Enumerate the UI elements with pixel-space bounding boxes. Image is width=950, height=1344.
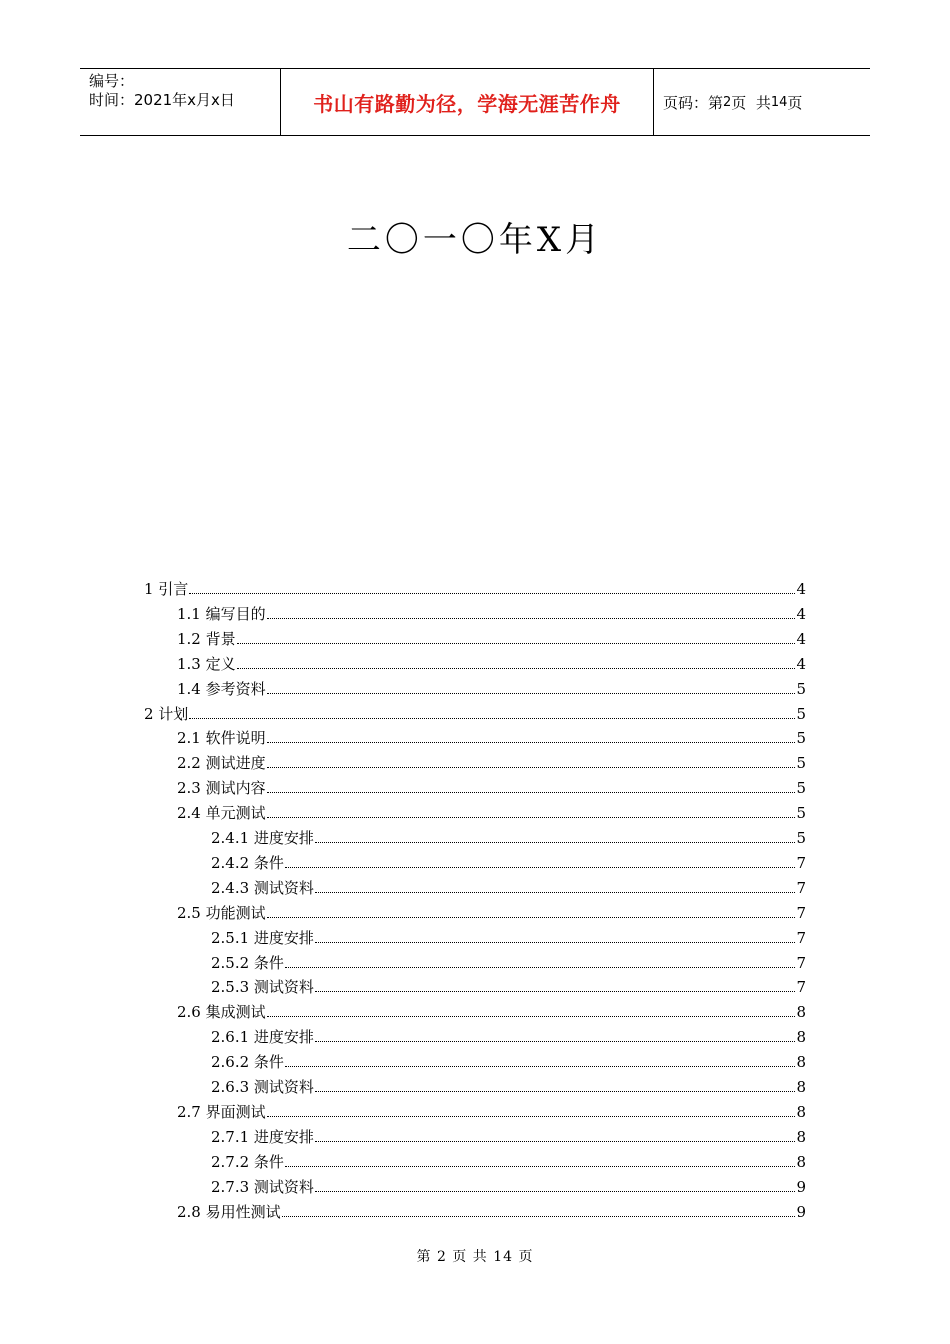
toc-leader-dots: [267, 1115, 796, 1117]
toc-entry-label: 1.1 编写目的: [177, 604, 266, 623]
toc-entry[interactable]: [177, 627, 806, 651]
toc-entry-page: 8: [796, 1152, 806, 1171]
toc-entry-page: 7: [796, 853, 806, 872]
toc-entry[interactable]: [177, 602, 806, 626]
toc-entry[interactable]: [211, 951, 806, 975]
page-header: [80, 68, 870, 136]
toc-leader-dots: [237, 642, 796, 644]
toc-entry[interactable]: [177, 751, 806, 775]
toc-entry-page: 8: [796, 1078, 806, 1096]
toc-leader-dots: [315, 1040, 796, 1042]
number-label: 编号：: [89, 72, 135, 90]
toc-entry-page: 8: [796, 1102, 806, 1121]
toc-leader-dots: [285, 1065, 796, 1067]
toc-entry-page: 4: [796, 654, 806, 673]
toc-leader-dots: [267, 766, 796, 768]
toc-entry[interactable]: [211, 926, 806, 950]
toc-entry[interactable]: [177, 652, 806, 676]
page-total: 14: [770, 94, 788, 110]
toc-entry-label: 2.5.3 测试资料: [211, 978, 314, 997]
toc-leader-dots: [267, 617, 796, 619]
toc-leader-dots: [237, 667, 796, 669]
toc-entry[interactable]: [177, 901, 806, 925]
page-suffix: 页: [787, 93, 803, 112]
toc-entry-page: 5: [796, 779, 806, 798]
toc-leader-dots: [267, 816, 796, 818]
toc-entry-page: 8: [796, 1003, 806, 1022]
toc-entry[interactable]: [177, 726, 806, 750]
toc-entry-page: 8: [796, 1053, 806, 1072]
toc-entry[interactable]: [177, 1100, 806, 1124]
date-title: 二〇一〇年X月: [346, 220, 604, 260]
toc-entry-page: 9: [796, 1202, 806, 1221]
toc-entry-label: 2.7 界面测试: [177, 1102, 266, 1121]
toc-entry-page: 5: [796, 704, 806, 723]
header-motto-cell: [281, 69, 654, 135]
toc-entry-label: 2.4.1 进度安排: [211, 829, 314, 847]
toc-entry[interactable]: [211, 975, 806, 999]
toc-entry-label: 1.2 背景: [177, 629, 236, 648]
toc-leader-dots: [267, 791, 796, 793]
toc-entry[interactable]: [211, 826, 806, 850]
page-mid: 页 共: [731, 93, 771, 112]
toc-entry-label: 2.4.3 测试资料: [211, 878, 314, 897]
toc-leader-dots: [282, 1215, 796, 1217]
toc-entry[interactable]: [211, 1075, 806, 1099]
toc-entry-page: 5: [796, 729, 806, 748]
toc-entry[interactable]: [144, 702, 806, 726]
toc-entry-label: 2.5 功能测试: [177, 903, 266, 922]
toc-entry[interactable]: [177, 1200, 806, 1224]
toc-entry-page: 7: [796, 903, 806, 922]
toc-entry-label: 2.7.1 进度安排: [211, 1127, 314, 1146]
toc-leader-dots: [285, 866, 796, 868]
toc-entry-page: 8: [796, 1127, 806, 1146]
toc-leader-dots: [315, 1190, 796, 1192]
toc-entry-label: 1 引言: [144, 580, 189, 598]
page-prefix: 页码：第: [663, 93, 724, 112]
toc-entry-label: 2.7.2 条件: [211, 1152, 284, 1171]
toc-entry-label: 1.3 定义: [177, 654, 236, 673]
toc-leader-dots: [267, 1015, 796, 1017]
header-meta-cell: [80, 69, 281, 135]
toc-entry[interactable]: [177, 776, 806, 800]
toc-entry-label: 2.6.3 测试资料: [211, 1078, 314, 1096]
toc-entry-page: 7: [796, 928, 806, 947]
toc-entry-label: 2.2 测试进度: [177, 754, 266, 773]
toc-leader-dots: [315, 941, 796, 943]
toc-entry[interactable]: [211, 1150, 806, 1174]
toc-entry-page: 5: [796, 829, 806, 847]
page-footer: 第 2 页 共 14 页: [416, 1249, 534, 1265]
toc-entry-page: 7: [796, 953, 806, 972]
toc-leader-dots: [285, 966, 796, 968]
toc-entry[interactable]: [211, 1125, 806, 1149]
toc-entry-label: 1.4 参考资料: [177, 679, 266, 698]
toc-entry-page: 9: [796, 1177, 806, 1196]
toc-entry[interactable]: [211, 1050, 806, 1074]
toc-entry-label: 2.4 单元测试: [177, 804, 266, 823]
toc-entry-label: 2.6 集成测试: [177, 1003, 266, 1022]
toc-entry-page: 7: [796, 978, 806, 997]
toc-leader-dots: [315, 841, 796, 843]
toc-entry[interactable]: [177, 1000, 806, 1024]
toc-leader-dots: [267, 916, 796, 918]
toc-entry-label: 2.6.1 进度安排: [211, 1028, 314, 1047]
toc-entry-page: 5: [796, 679, 806, 698]
toc-entry-page: 7: [796, 878, 806, 897]
toc-entry[interactable]: [211, 1025, 806, 1049]
toc-entry[interactable]: [211, 1175, 806, 1199]
toc-leader-dots: [315, 1090, 796, 1092]
toc-leader-dots: [315, 891, 796, 893]
toc-leader-dots: [315, 990, 796, 992]
toc-entry-label: 2.1 软件说明: [177, 729, 266, 748]
toc-leader-dots: [315, 1140, 796, 1142]
toc-entry-page: 4: [796, 604, 806, 623]
header-page-cell: [654, 69, 870, 135]
toc-entry-page: 5: [796, 754, 806, 773]
toc-entry[interactable]: [211, 851, 806, 875]
time-label: 时间：2021年x月x日: [89, 91, 235, 109]
toc-entry-label: 2.3 测试内容: [177, 779, 266, 798]
toc-entry[interactable]: [144, 577, 806, 601]
motto-text: 书山有路勤为径，学海无涯苦作舟: [313, 91, 621, 116]
toc-entry[interactable]: [177, 801, 806, 825]
toc-entry[interactable]: [211, 876, 806, 900]
toc-leader-dots: [267, 692, 796, 694]
toc-entry[interactable]: [177, 677, 806, 701]
toc-entry-label: 2.5.2 条件: [211, 953, 284, 972]
toc-leader-dots: [285, 1165, 796, 1167]
toc-leader-dots: [267, 741, 796, 743]
toc-entry-page: 8: [796, 1028, 806, 1047]
toc-entry-label: 2.7.3 测试资料: [211, 1177, 314, 1196]
toc-entry-page: 4: [796, 629, 806, 648]
page-current: 2: [723, 94, 732, 110]
toc-leader-dots: [189, 592, 795, 594]
toc-entry-page: 4: [796, 580, 806, 598]
toc-entry-label: 2 计划: [144, 704, 189, 723]
toc-leader-dots: [189, 717, 795, 719]
toc-entry-label: 2.8 易用性测试: [177, 1202, 281, 1221]
toc-entry-label: 2.5.1 进度安排: [211, 928, 314, 947]
toc-entry-label: 2.6.2 条件: [211, 1053, 284, 1072]
toc-entry-label: 2.4.2 条件: [211, 853, 284, 872]
toc-entry-page: 5: [796, 804, 806, 823]
